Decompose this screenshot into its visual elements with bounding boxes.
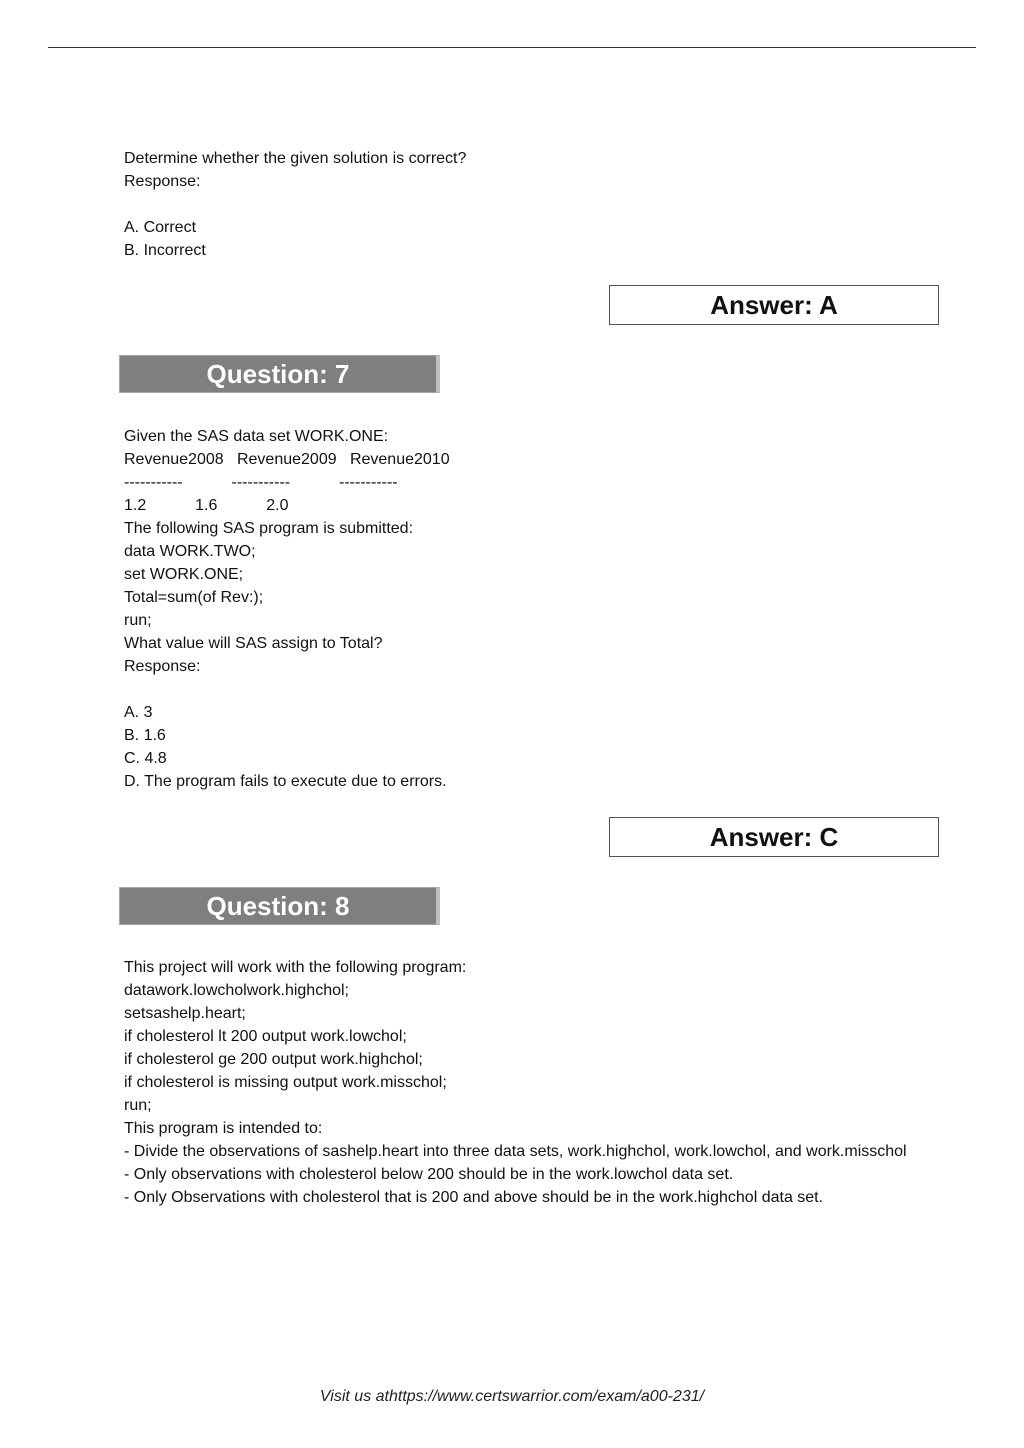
code-line: if cholesterol lt 200 output work.lowchol; <box>124 1028 407 1045</box>
question-8-banner: Question: 8 <box>119 887 440 925</box>
text-line: 1.2 1.6 2.0 <box>124 497 289 514</box>
code-line: datawork.lowcholwork.highchol; <box>124 982 349 999</box>
option-c: C. 4.8 <box>124 750 167 767</box>
answer-box-q6: Answer: A <box>609 285 939 325</box>
requirement-item: - Only Observations with cholesterol that is 200 and above should be in the work.highchol data set. <box>124 1189 824 1206</box>
code-line: if cholesterol is missing output work.misschol; <box>124 1074 447 1091</box>
question-7-banner: Question: 7 <box>119 355 440 393</box>
code-line: setsashelp.heart; <box>124 1005 246 1022</box>
text-line <box>124 193 928 216</box>
text-line: Determine whether the given solution is correct? <box>124 150 467 167</box>
question-8-text <box>124 956 928 1209</box>
text-line: This project will work with the following program: <box>124 959 467 976</box>
header-rule <box>48 47 976 48</box>
code-line: if cholesterol ge 200 output work.highchol; <box>124 1051 423 1068</box>
option-b: B. 1.6 <box>124 727 166 744</box>
code-line: run; <box>124 1097 152 1114</box>
text-line: What value will SAS assign to Total? <box>124 635 383 652</box>
text-line: This program is intended to: <box>124 1120 323 1137</box>
code-line: set WORK.ONE; <box>124 566 244 583</box>
option-a: A. 3 <box>124 704 153 721</box>
option-d: D. The program fails to execute due to errors. <box>124 773 447 790</box>
requirement-item: - Only observations with cholesterol below 200 should be in the work.lowchol data set. <box>124 1166 734 1183</box>
text-line: Response: <box>124 658 201 675</box>
text-line: Response: <box>124 173 201 190</box>
option-b: B. Incorrect <box>124 242 206 259</box>
question-7-text <box>124 425 928 793</box>
code-line: data WORK.TWO; <box>124 543 256 560</box>
text-line: Revenue2008 Revenue2009 Revenue2010 <box>124 451 450 468</box>
answer-box-q7: Answer: C <box>609 817 939 857</box>
text-line: ----------- ----------- ----------- <box>124 474 398 491</box>
text-line: The following SAS program is submitted: <box>124 520 414 537</box>
option-a: A. Correct <box>124 219 197 236</box>
text-line <box>124 678 928 701</box>
text-line: Given the SAS data set WORK.ONE: <box>124 428 389 445</box>
code-line: Total=sum(of Rev:); <box>124 589 264 606</box>
requirement-item: - Divide the observations of sashelp.heart into three data sets, work.highchol, work.lowchol, and work.misschol <box>124 1143 907 1160</box>
code-line: run; <box>124 612 152 629</box>
footer-link-text: Visit us athttps://www.certswarrior.com/exam/a00-231/ <box>319 1388 705 1405</box>
question-6-text <box>124 147 928 262</box>
